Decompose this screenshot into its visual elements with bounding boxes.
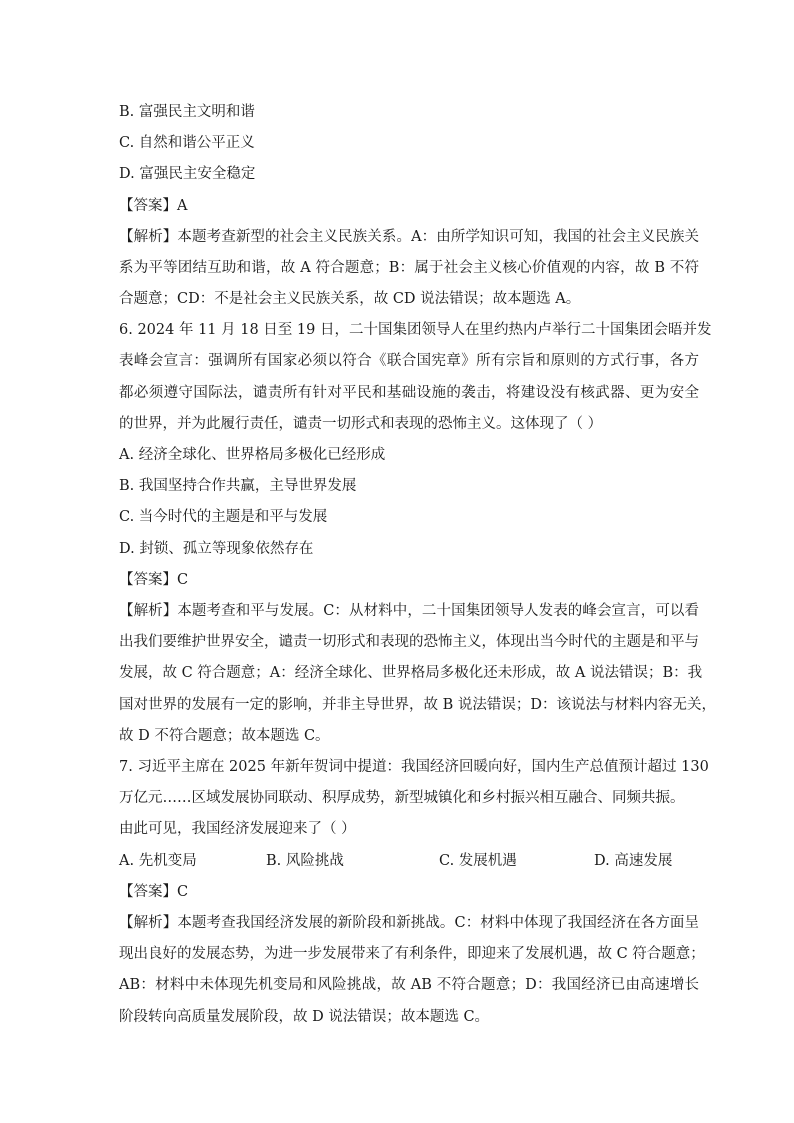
q5-answer: 【答案】A — [119, 198, 188, 214]
q6-analysis-line-5: 故 D 不符合题意；故本题选 C。 — [119, 728, 330, 744]
q7-option-c: C. 发展机遇 — [439, 853, 517, 869]
q7-stem-line-3: 由此可见，我国经济发展迎来了（ ） — [119, 821, 356, 837]
q5-analysis-line-1: 【解析】本题考查新型的社会主义民族关系。A：由所学知识可知，我国的社会主义民族关 — [119, 229, 699, 245]
q6-analysis-line-2: 出我们要维护世界安全，谴责一切形式和表现的恐怖主义，体现出当今时代的主题是和平与 — [119, 634, 699, 650]
q6-option-d: D. 封锁、孤立等现象依然存在 — [119, 541, 314, 557]
q6-option-b: B. 我国坚持合作共赢，主导世界发展 — [119, 478, 357, 494]
q6-analysis-line-1: 【解析】本题考查和平与发展。C：从材料中，二十国集团领导人发表的峰会宣言，可以看 — [119, 603, 699, 619]
q6-analysis-line-3: 发展，故 C 符合题意；A：经济全球化、世界格局多极化还未形成，故 A 说法错误；B：我 — [119, 665, 703, 681]
q7-answer: 【答案】C — [119, 884, 189, 900]
q6-answer: 【答案】C — [119, 572, 189, 588]
q7-analysis-line-4: 阶段转向高质量发展阶段，故 D 说法错误；故本题选 C。 — [119, 1009, 490, 1025]
q5-analysis-line-3: 合题意；CD：不是社会主义民族关系，故 CD 说法错误；故本题选 A。 — [119, 291, 581, 307]
q5-option-b: B. 富强民主文明和谐 — [119, 104, 255, 120]
q7-stem-line-1: 7. 习近平主席在 2025 年新年贺词中提道：我国经济回暖向好，国内生产总值预计超过 130 — [119, 759, 709, 775]
q7-option-a: A. 先机变局 — [119, 853, 197, 869]
q6-stem-line-2: 表峰会宣言：强调所有国家必须以符合《联合国宪章》所有宗旨和原则的方式行事，各方 — [119, 353, 699, 369]
q5-option-d: D. 富强民主安全稳定 — [119, 166, 256, 182]
q7-stem-line-2: 万亿元……区域发展协同联动、积厚成势，新型城镇化和乡村振兴相互融合、同频共振。 — [119, 790, 685, 806]
q6-stem-line-4: 的世界，并为此履行责任，谴责一切形式和表现的恐怖主义。这体现了（ ） — [119, 416, 603, 432]
q7-analysis-line-2: 现出良好的发展态势，为进一步发展带来了有利条件，即迎来了发展机遇，故 C 符合题意； — [119, 946, 705, 962]
q7-option-b: B. 风险挑战 — [266, 853, 344, 869]
q7-options-row — [119, 851, 699, 871]
q6-analysis-line-4: 国对世界的发展有一定的影响，并非主导世界，故 B 说法错误；D：该说法与材料内容无关， — [119, 697, 716, 713]
q6-option-a: A. 经济全球化、世界格局多极化已经形成 — [119, 447, 386, 463]
q5-analysis-line-2: 系为平等团结互助和谐，故 A 符合题意；B：属于社会主义核心价值观的内容，故 B 不符 — [119, 260, 699, 276]
q7-option-d: D. 高速发展 — [594, 853, 673, 869]
q6-option-c: C. 当今时代的主题是和平与发展 — [119, 509, 328, 525]
q6-stem-line-3: 都必须遵守国际法，谴责所有针对平民和基础设施的袭击，将建设没有核武器、更为安全 — [119, 385, 699, 401]
q6-stem-line-1: 6. 2024 年 11 月 18 日至 19 日，二十国集团领导人在里约热内卢举行二十国集团会晤并发 — [119, 322, 712, 338]
q7-analysis-line-1: 【解析】本题考查我国经济发展的新阶段和新挑战。C：材料中体现了我国经济在各方面呈 — [119, 915, 699, 931]
q5-option-c: C. 自然和谐公平正义 — [119, 135, 255, 151]
q7-analysis-line-3: AB：材料中未体现先机变局和风险挑战，故 AB 不符合题意；D：我国经济已由高速增长 — [119, 977, 699, 993]
